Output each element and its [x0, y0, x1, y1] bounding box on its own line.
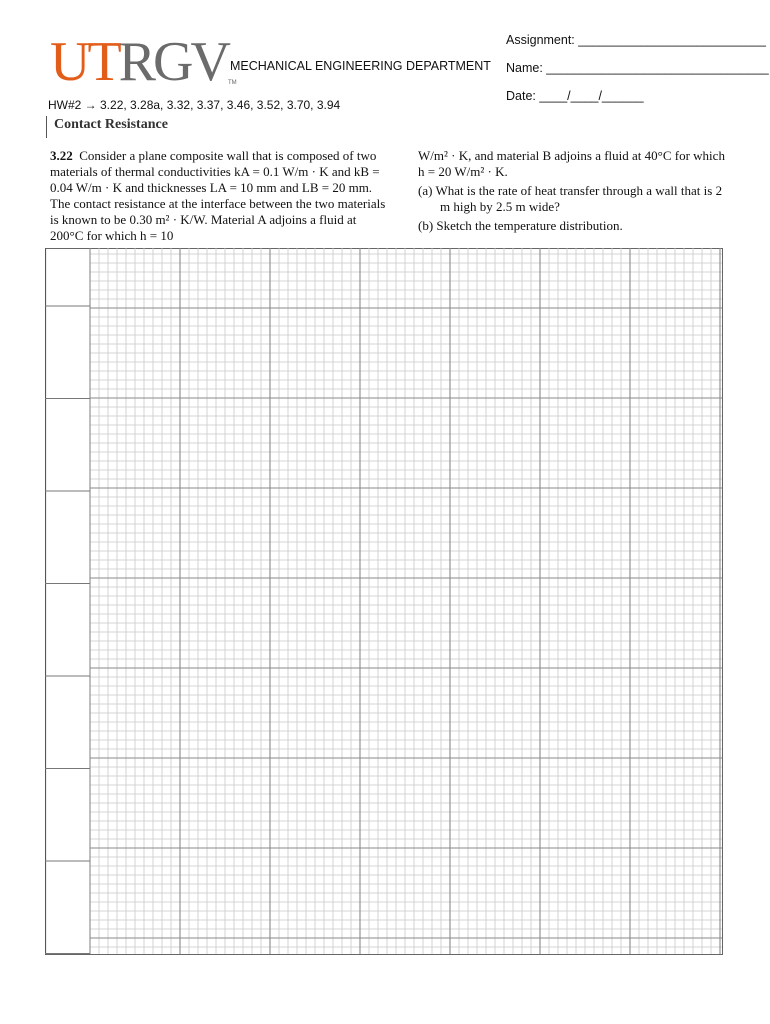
problem-part-a: (a) What is the rate of heat transfer through a wall that is 2 m high by 2.5 m wide? [418, 183, 723, 214]
assignment-field[interactable]: Assignment: ___________________________ [506, 33, 766, 47]
problem-excerpt [46, 116, 725, 254]
problem-statement: Consider a plane composite wall that is composed of two materials of thermal conductivities kA = 0.1 W/m · K and kB = 0.04 W/m · K and thicknesses LA = 10 mm and LB = 20 mm. The contact resistance at the interface between the two materials is known to be 0.30 m² · K/W. Material A adjoins a fluid at 200°C for which h = 10 [50, 148, 386, 243]
grid-margin-ticks [45, 306, 90, 954]
logo-trademark: TM [228, 80, 237, 86]
problem-text-left [50, 148, 392, 244]
name-field[interactable]: Name: ________________________________ [506, 61, 769, 75]
logo-wordmark [50, 32, 228, 92]
logo-ut: UT [50, 31, 119, 93]
logo-rgv: RGV [118, 31, 228, 93]
graph-paper-grid[interactable] [45, 248, 723, 956]
problem-part-b: (b) Sketch the temperature distribution. [418, 218, 623, 233]
department-title: MECHANICAL ENGINEERING DEPARTMENT [230, 59, 491, 73]
homework-problem-list: HW#2 → 3.22, 3.28a, 3.32, 3.37, 3.46, 3.52, 3.70, 3.94 [48, 98, 341, 112]
problem-text-right [418, 148, 730, 234]
grid-major-lines [90, 248, 722, 954]
utrgv-logo [50, 31, 237, 93]
problem-statement-continued: W/m² · K, and material B adjoins a fluid at 40°C for which h = 20 W/m² · K. [418, 148, 725, 179]
date-field[interactable]: Date: ____/____/______ [506, 89, 644, 103]
section-marker [46, 116, 47, 138]
problem-number: 3.22 [50, 148, 73, 163]
section-title: Contact Resistance [54, 117, 168, 132]
